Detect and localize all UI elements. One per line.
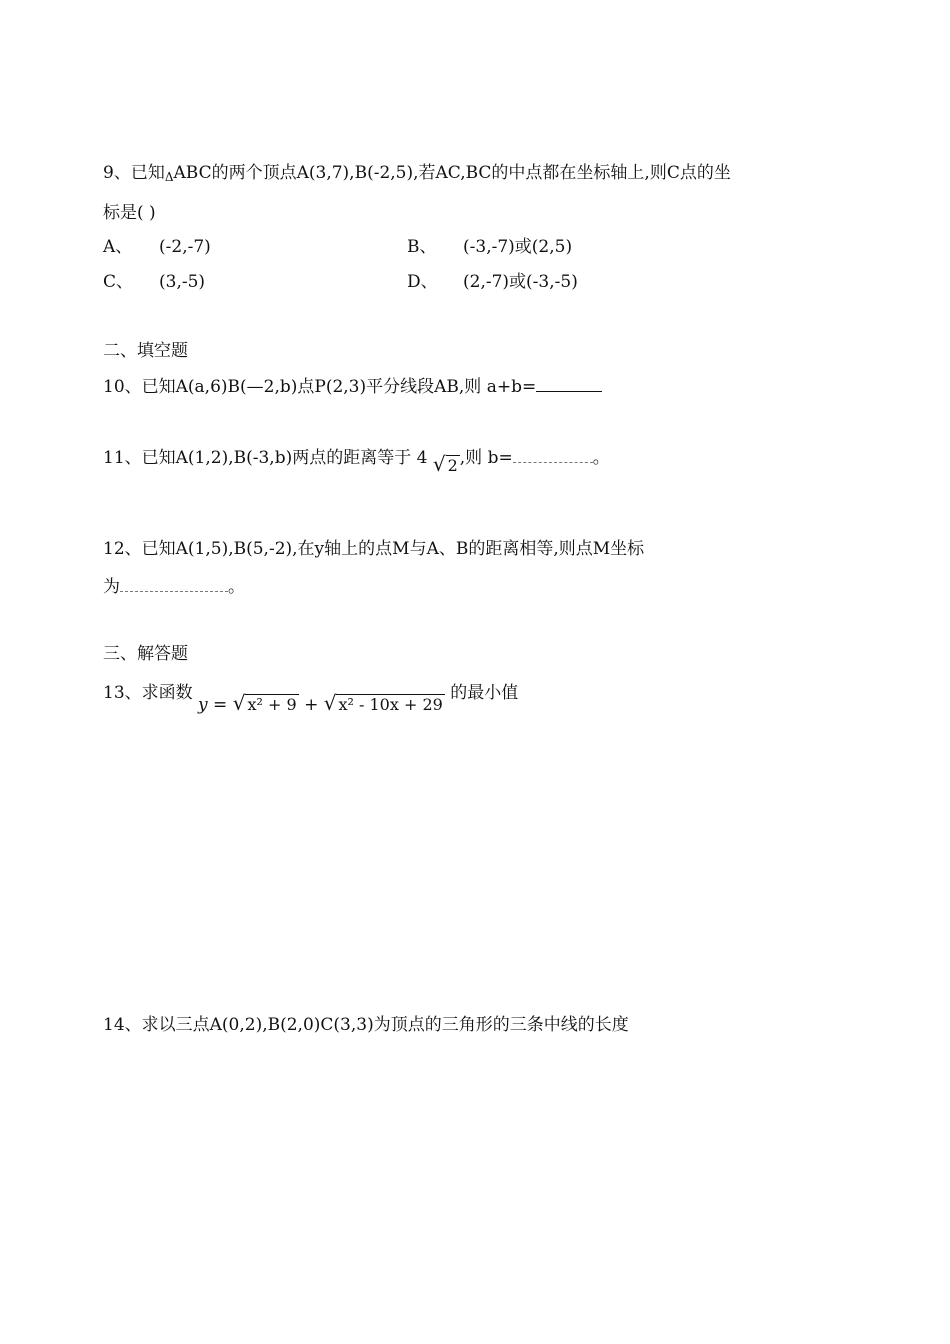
question-11-text-a: 11、已知A(1,2),B(-3,b)两点的距离等于 4 — [103, 448, 428, 468]
question-11 — [103, 445, 610, 476]
question-14 — [103, 1014, 629, 1036]
sqrt-2 — [433, 453, 460, 477]
question-14-text: 14、求以三点A(0,2),B(2,0)C(3,3)为顶点的三角形的三条中线的长度 — [103, 1015, 629, 1035]
question-12-line-1 — [103, 538, 644, 560]
question-13-text-a: 13、求函数 — [103, 683, 193, 703]
radicand-2: x² - 10x + 29 — [338, 695, 443, 714]
question-12-text-a: 12、已知A(1,5),B(5,-2),在y轴上的点M与A、B的距离相等,则点M坐标 — [103, 539, 645, 559]
option-d-label: D、 — [407, 272, 438, 292]
radical-sign: √ — [432, 452, 446, 476]
question-9-line-2 — [103, 202, 156, 224]
question-9-text-b: ABC的两个顶点A(3,7),B(-2,5),若AC,BC的中点都在坐标轴上,则C点的坐 — [173, 163, 731, 183]
radical-sign: √ — [323, 691, 337, 715]
option-a[interactable] — [103, 237, 211, 257]
question-10 — [103, 375, 602, 398]
question-12-end: 。 — [228, 577, 245, 597]
radical-2 — [324, 692, 445, 716]
option-c[interactable] — [103, 272, 205, 292]
question-13-text-b: 的最小值 — [450, 683, 519, 703]
question-9-text-a: 9、已知 — [103, 163, 165, 183]
question-13 — [103, 680, 519, 715]
question-11-text-b: ,则 b= — [459, 448, 513, 468]
option-b-value: (-3,-7)或(2,5) — [463, 237, 573, 257]
option-c-value: (3,-5) — [159, 272, 206, 292]
answer-blank-12[interactable] — [120, 579, 228, 592]
question-12-line-2 — [103, 576, 245, 598]
question-9-line-1 — [103, 162, 731, 188]
option-a-label: A、 — [103, 237, 133, 257]
option-b[interactable] — [407, 236, 572, 258]
triangle-symbol: Δ — [164, 170, 174, 184]
option-d[interactable] — [407, 271, 578, 293]
formula-plus: + — [304, 695, 319, 715]
option-a-value: (-2,-7) — [159, 237, 211, 257]
radicand: 2 — [447, 456, 458, 475]
option-d-value: (2,-7)或(-3,-5) — [463, 272, 578, 292]
option-c-label: C、 — [103, 272, 134, 292]
question-9-text-c: 标是( ) — [103, 203, 156, 223]
formula-lhs: y = — [198, 695, 228, 715]
section-3-heading: 三、解答题 — [103, 644, 188, 664]
option-b-label: B、 — [407, 237, 437, 257]
question-10-text: 10、已知A(a,6)B(—2,b)点P(2,3)平分线段AB,则 a+b= — [103, 377, 537, 397]
question-9-options-row-2 — [103, 271, 863, 293]
radical-sign: √ — [232, 691, 246, 715]
question-9-options-row-1 — [103, 236, 863, 258]
answer-blank-11[interactable] — [513, 450, 593, 463]
answer-blank-10[interactable] — [536, 375, 602, 392]
function-formula — [198, 691, 450, 715]
question-11-end: 。 — [592, 448, 610, 468]
radical-1 — [233, 692, 299, 716]
section-2-heading: 二、填空题 — [103, 341, 188, 361]
radicand-1: x² + 9 — [247, 695, 297, 714]
question-12-text-b: 为 — [103, 577, 120, 597]
